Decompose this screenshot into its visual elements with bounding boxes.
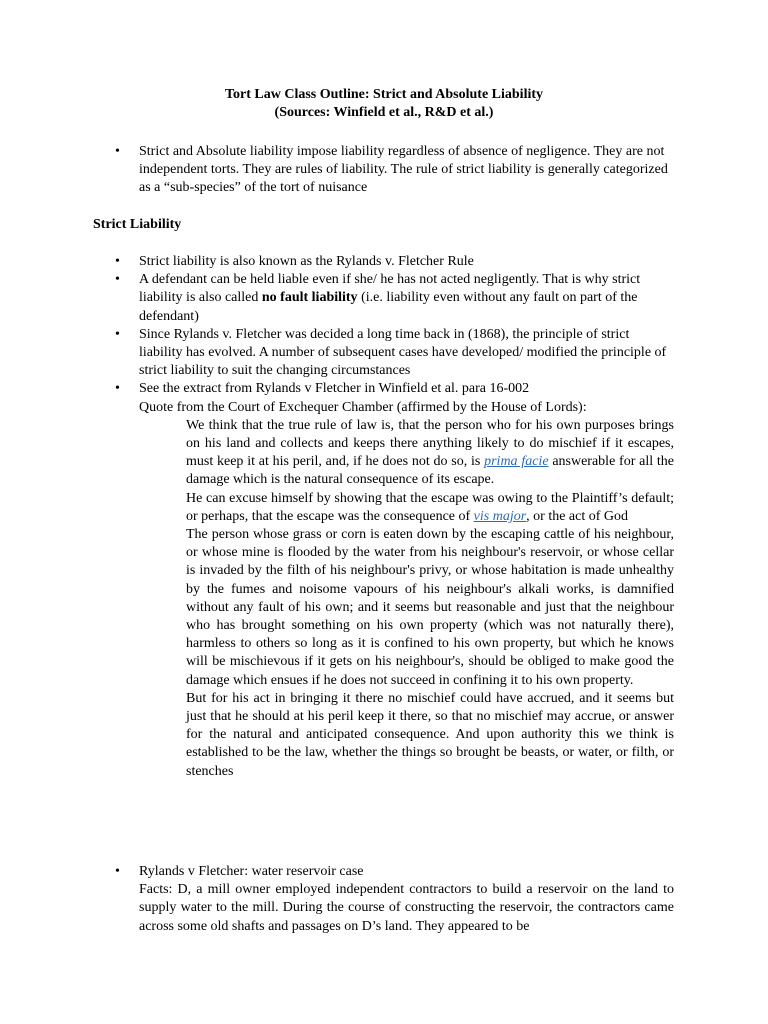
bullet-glyph: • — [115, 254, 120, 269]
list-item — [0, 380, 674, 780]
list-item — [0, 863, 674, 936]
bullet-glyph: • — [115, 272, 120, 288]
list-item — [0, 253, 674, 271]
text-run: (i.e. liability even without any fault on part of the defendant) — [139, 290, 638, 324]
text-run: We think that the true rule of law is, that the person who for his own purposes brings on his land and collects and keeps there anything likely to do mischief if it escapes, must keep it at his peril, and, if he does not do so, is — [186, 417, 674, 470]
bold-term: no fault liability — [261, 290, 358, 306]
bullet-glyph: • — [115, 381, 120, 397]
document-subtitle: (Sources: Winfield et al., R&D et al.) — [274, 105, 494, 120]
list-item — [0, 271, 674, 326]
case-facts: Facts: D, a mill owner employed independent contractors to build a reservoir on the land to supply water to the mill. During the course of constructing the reservoir, the contractors came across some old shafts and passages on D’s land. They appeared to be — [139, 882, 674, 934]
bullet-text: Since Rylands v. Fletcher was decided a long time back in (1868), the principle of strict liability has evolved. A number of subsequent cases have developed/ modified the principle of strict liability to suit the changing circumstances — [139, 326, 667, 379]
quote-paragraph: The person whose grass or corn is eaten down by the escaping cattle of his neighbour, or whose mine is flooded by the water from his neighbour's reservoir, or whose cellar is invaded by the filth of his neighbour's privy, or whose habitation is made unhealthy by the fumes and noisome vapours of his neighbour's alkali works, is damnified without any fault of his own; and it seems but reasonable and just that the neighbour who has brought something on his own property (which was not naturally there), harmless to others so long as it is confined to his own property, but which he knows will be mischievous if it gets on his neighbour's, should be obliged to make good the damage which ensues if he does not succeed in confining it to his own property. — [186, 527, 674, 688]
list-item — [0, 143, 674, 198]
case-title: Rylands v Fletcher: water reservoir case — [139, 864, 364, 879]
strict-liability-list — [0, 253, 674, 781]
quote-paragraph — [186, 490, 674, 526]
quote-intro: Quote from the Court of Exchequer Chamber (affirmed by the House of Lords): — [139, 399, 587, 415]
vis-major-link[interactable]: vis major — [473, 508, 527, 524]
text-run: answerable for all the damage which is the natural consequence of its escape. — [186, 454, 675, 488]
section-heading: Strict Liability — [93, 217, 182, 232]
quote-paragraph — [186, 417, 674, 490]
bullet-glyph: • — [115, 144, 120, 159]
text-run: , or the act of God — [526, 508, 629, 524]
bullet-text: Strict liability is also known as the Rylands v. Fletcher Rule — [139, 254, 474, 269]
bullet-text — [139, 271, 674, 326]
text-run: He can excuse himself by showing that the escape was owing to the Plaintiff’s default; or perhaps, that the escape was the consequence of — [186, 490, 674, 524]
intro-text: Strict and Absolute liability impose liability regardless of absence of negligence. They are not independent torts. They are rules of liability. The rule of strict liability is generally categorized as a “sub-species” of the tort of nuisance — [139, 144, 668, 196]
list-item — [0, 326, 674, 381]
bullet-text: See the extract from Rylands v Fletcher in Winfield et al. para 16-002 — [139, 381, 530, 397]
document-title: Tort Law Class Outline: Strict and Absolute Liability — [224, 87, 544, 102]
quote-paragraph: But for his act in bringing it there no mischief could have accrued, and it seems but just that he should at his peril keep it there, so that no mischief may accrue, or answer for the natural and anticipated consequence. And upon authority this we think is established to be the law, whether the things so brought be beasts, or water, or filth, or stenches — [186, 690, 674, 779]
bullet-glyph: • — [115, 326, 120, 342]
prima-facie-link[interactable]: prima facie — [484, 454, 549, 470]
text-run: A defendant can be held liable even if she/ he has not acted negligently. That is why strict liability is also called — [139, 272, 641, 306]
bullet-glyph: • — [115, 864, 120, 879]
intro-list — [0, 143, 674, 198]
case-list — [0, 863, 674, 936]
